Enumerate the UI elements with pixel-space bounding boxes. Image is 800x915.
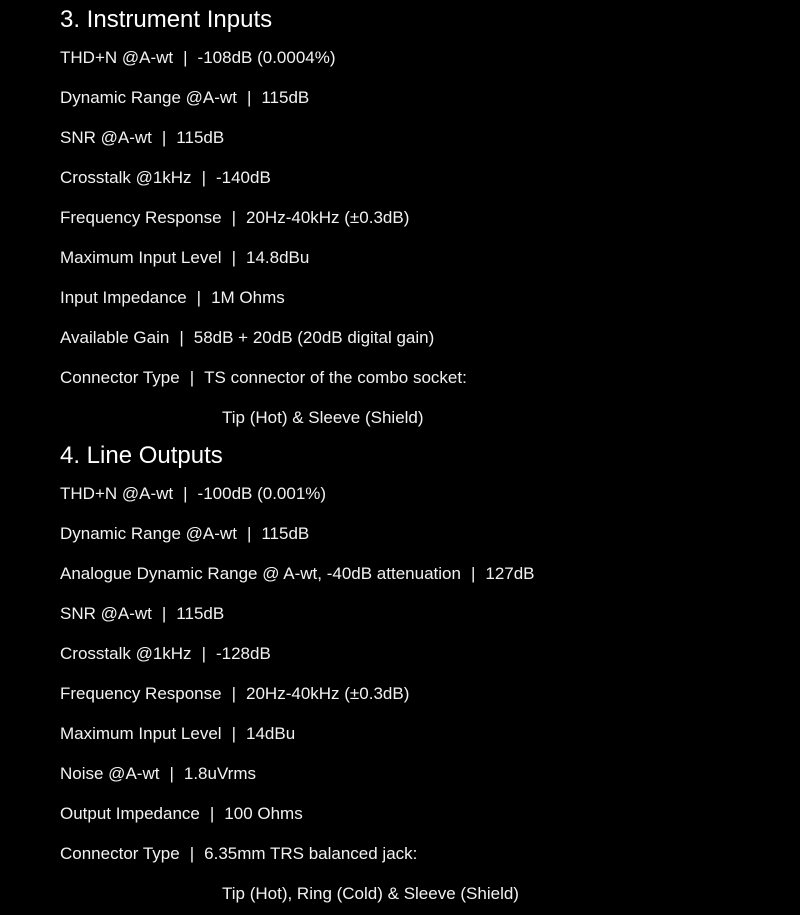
spec-label: Crosstalk @1kHz [60, 644, 192, 663]
spec-label: Output Impedance [60, 804, 200, 823]
spec-value: 115dB [176, 128, 225, 147]
spec-label: Analogue Dynamic Range @ A-wt, -40dB attenuation [60, 564, 461, 583]
spec-row-continuation [60, 398, 780, 438]
pipe-separator: | [231, 724, 236, 743]
spec-label: SNR @A-wt [60, 128, 152, 147]
spec-row [60, 358, 780, 398]
spec-row [60, 554, 780, 594]
pipe-separator: | [201, 168, 206, 187]
spec-row [60, 118, 780, 158]
spec-row [60, 198, 780, 238]
pipe-separator: | [246, 524, 252, 543]
spec-row [60, 834, 780, 874]
spec-value: 1M Ohms [211, 288, 285, 307]
spec-row [60, 514, 780, 554]
spec-row [60, 674, 780, 714]
spec-value: 115dB [176, 604, 225, 623]
pipe-separator: | [470, 564, 476, 583]
spec-label: Maximum Input Level [60, 724, 222, 743]
pipe-separator: | [183, 48, 188, 67]
spec-value: 20Hz-40kHz (±0.3dB) [246, 208, 410, 227]
spec-value: 14dBu [246, 724, 296, 743]
pipe-separator: | [161, 128, 167, 147]
spec-row [60, 278, 780, 318]
pipe-separator: | [246, 88, 252, 107]
spec-label: Frequency Response [60, 684, 222, 703]
spec-label: Dynamic Range @A-wt [60, 524, 237, 543]
spec-label: THD+N @A-wt [60, 48, 174, 67]
spec-sections-container [60, 2, 780, 914]
spec-row-continuation [60, 874, 780, 914]
pipe-separator: | [196, 288, 202, 307]
spec-row [60, 714, 780, 754]
spec-row [60, 634, 780, 674]
pipe-separator: | [183, 484, 188, 503]
spec-row [60, 318, 780, 358]
spec-label: Available Gain [60, 328, 170, 347]
spec-row [60, 474, 780, 514]
spec-value: 100 Ohms [224, 804, 303, 823]
pipe-separator: | [201, 644, 206, 663]
pipe-separator: | [179, 328, 184, 347]
spec-value: 115dB [261, 88, 310, 107]
spec-value: 115dB [261, 524, 310, 543]
pipe-separator: | [231, 248, 236, 267]
pipe-separator: | [189, 368, 195, 387]
spec-continuation-text: Tip (Hot), Ring (Cold) & Sleeve (Shield) [222, 884, 519, 903]
spec-continuation-text: Tip (Hot) & Sleeve (Shield) [222, 408, 424, 427]
spec-label: Connector Type [60, 368, 180, 387]
spec-value: -140dB [215, 168, 271, 187]
spec-row [60, 158, 780, 198]
spec-row [60, 38, 780, 78]
spec-value: 1.8uVrms [183, 764, 256, 783]
spec-row [60, 78, 780, 118]
pipe-separator: | [231, 684, 237, 703]
pipe-separator: | [189, 844, 195, 863]
spec-label: THD+N @A-wt [60, 484, 174, 503]
spec-value: 20Hz-40kHz (±0.3dB) [246, 684, 410, 703]
spec-value: -108dB (0.0004%) [197, 48, 336, 67]
spec-row [60, 594, 780, 634]
spec-value: TS connector of the combo socket: [204, 368, 467, 387]
spec-label: Frequency Response [60, 208, 222, 227]
pipe-separator: | [161, 604, 167, 623]
spec-row [60, 754, 780, 794]
spec-row [60, 794, 780, 834]
spec-label: Dynamic Range @A-wt [60, 88, 237, 107]
spec-value: -128dB [215, 644, 271, 663]
spec-value: 6.35mm TRS balanced jack: [204, 844, 418, 863]
spec-value: 127dB [485, 564, 535, 583]
pipe-separator: | [231, 208, 237, 227]
section-heading: 3. Instrument Inputs [60, 6, 273, 33]
spec-label: Maximum Input Level [60, 248, 222, 267]
spec-label: SNR @A-wt [60, 604, 152, 623]
spec-row [60, 238, 780, 278]
section-heading: 4. Line Outputs [60, 442, 223, 469]
pipe-separator: | [209, 804, 215, 823]
spec-value: 14.8dBu [246, 248, 310, 267]
spec-value: 58dB + 20dB (20dB digital gain) [193, 328, 435, 347]
spec-label: Crosstalk @1kHz [60, 168, 192, 187]
spec-value: -100dB (0.001%) [197, 484, 327, 503]
spec-label: Connector Type [60, 844, 180, 863]
spec-label: Noise @A-wt [60, 764, 160, 783]
spec-label: Input Impedance [60, 288, 187, 307]
pipe-separator: | [169, 764, 174, 783]
